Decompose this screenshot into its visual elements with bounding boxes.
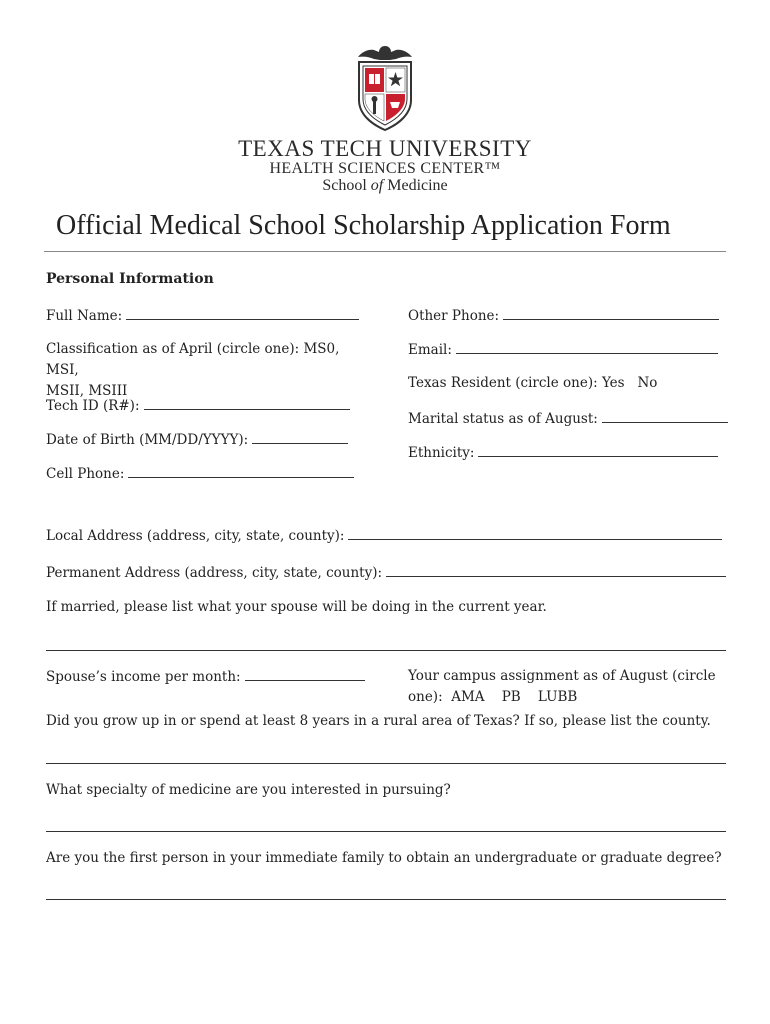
cell-phone-field (46, 463, 354, 485)
campus-assignment-options[interactable]: one): AMA PB LUBB (408, 689, 578, 705)
spouse-activity-question: If married, please list what your spouse will be doing in the current year. (46, 599, 547, 615)
center-name: HEALTH SCIENCES CENTER™ (269, 160, 501, 177)
section-heading-personal-information: Personal Information (46, 271, 214, 287)
campus-assignment-label-line1: Your campus assignment as of August (circle (408, 668, 716, 684)
rural-county-answer-line[interactable] (46, 763, 726, 764)
cell-phone-line[interactable] (128, 463, 354, 478)
ethnicity-label: Ethnicity: (408, 445, 475, 461)
email-line[interactable] (456, 339, 718, 354)
tech-id-line[interactable] (144, 395, 350, 410)
first-generation-answer-line[interactable] (46, 899, 726, 900)
tech-id-field (46, 395, 350, 417)
email-label: Email: (408, 342, 452, 358)
local-address-label: Local Address (address, city, state, county): (46, 528, 345, 544)
permanent-address-field (46, 562, 726, 584)
campus-assignment-field (408, 666, 726, 708)
permanent-address-line[interactable] (386, 562, 726, 577)
specialty-answer-line[interactable] (46, 831, 726, 832)
first-generation-question: Are you the first person in your immediate family to obtain an undergraduate or graduate degree? (46, 850, 722, 866)
spouse-income-label: Spouse’s income per month: (46, 669, 241, 685)
permanent-address-label: Permanent Address (address, city, state, county): (46, 565, 383, 581)
texas-resident-label[interactable]: Texas Resident (circle one): Yes No (408, 375, 658, 391)
specialty-question: What specialty of medicine are you interested in pursuing? (46, 782, 451, 798)
title-divider (44, 251, 726, 252)
ttuhsc-shield-logo (352, 44, 418, 132)
ethnicity-field (408, 442, 718, 464)
school-name: School of Medicine (322, 177, 448, 194)
rural-texas-question: Did you grow up in or spend at least 8 years in a rural area of Texas? If so, please list the county. (46, 713, 711, 729)
local-address-field (46, 525, 722, 547)
email-field (408, 339, 718, 361)
marital-status-field (408, 408, 728, 430)
spouse-income-field (46, 666, 365, 688)
classification-field (46, 339, 376, 402)
local-address-line[interactable] (348, 525, 722, 540)
other-phone-field (408, 305, 719, 327)
spouse-activity-answer-line[interactable] (46, 650, 726, 651)
other-phone-line[interactable] (503, 305, 719, 320)
full-name-line[interactable] (126, 305, 359, 320)
marital-status-label: Marital status as of August: (408, 411, 598, 427)
classification-label-line2: MSII, MSIII (46, 383, 128, 399)
university-name: TEXAS TECH UNIVERSITY (238, 136, 532, 161)
other-phone-label: Other Phone: (408, 308, 500, 324)
marital-status-line[interactable] (602, 408, 728, 423)
texas-resident-field (408, 373, 657, 394)
full-name-label: Full Name: (46, 308, 123, 324)
tech-id-label: Tech ID (R#): (46, 398, 140, 414)
spouse-income-line[interactable] (245, 666, 365, 681)
cell-phone-label: Cell Phone: (46, 466, 125, 482)
classification-label-line1: Classification as of April (circle one): MS0, MSI, (46, 341, 340, 378)
date-of-birth-label: Date of Birth (MM/DD/YYYY): (46, 432, 249, 448)
date-of-birth-line[interactable] (252, 429, 348, 444)
date-of-birth-field (46, 429, 348, 451)
ethnicity-line[interactable] (478, 442, 718, 457)
form-title: Official Medical School Scholarship Application Form (56, 210, 671, 241)
full-name-field (46, 305, 359, 327)
